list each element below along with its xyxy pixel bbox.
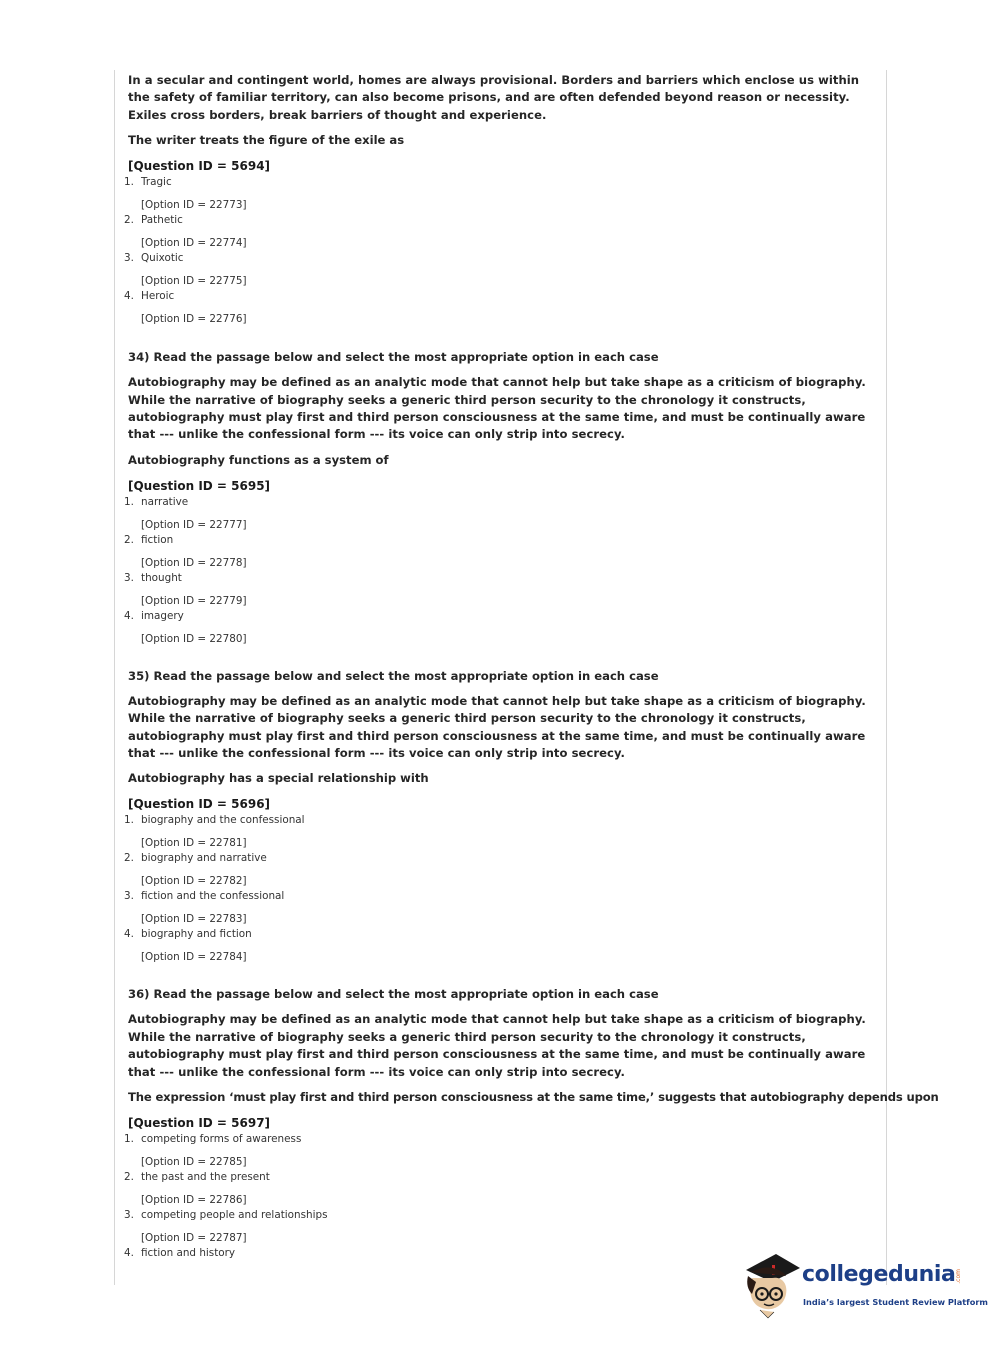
- option-text: Quixotic: [141, 252, 184, 265]
- logo-domain-suffix: .com: [955, 1269, 962, 1284]
- option-3: [124, 571, 876, 609]
- option-number: 3.: [124, 1209, 134, 1222]
- option-1: [124, 813, 876, 851]
- question-id: [Question ID = 5696]: [128, 797, 271, 812]
- option-2: [124, 1170, 876, 1208]
- option-text: Heroic: [141, 290, 175, 303]
- option-number: 3.: [124, 252, 134, 265]
- question-heading: 34) Read the passage below and select the most appropriate option in each case: [128, 350, 659, 365]
- option-number: 1.: [124, 1133, 134, 1146]
- option-2: [124, 533, 876, 571]
- collegedunia-logo: [742, 1248, 988, 1320]
- question-block-35: [124, 668, 876, 966]
- option-number: 4.: [124, 290, 134, 303]
- option-1: [124, 495, 876, 533]
- option-id: [Option ID = 22774]: [141, 237, 247, 250]
- question-block-34: [124, 349, 876, 647]
- option-id: [Option ID = 22779]: [141, 594, 247, 607]
- passage: Autobiography may be defined as an analytic mode that cannot help but take shape as a criticism of biography. While the narrative of biography seeks a generic third person security to the chronology it constructs, autobiography must play first and third person consciousness at the same time, and must be continually aware that --- unlike the confessional form --- its voice can only strip into secrecy.: [128, 693, 866, 761]
- question-block-36: [124, 986, 939, 1261]
- option-4: [124, 289, 876, 327]
- mascot-icon: [742, 1248, 804, 1320]
- option-id: [Option ID = 22780]: [141, 632, 247, 645]
- option-3: [124, 1208, 876, 1246]
- option-text: narrative: [141, 495, 189, 508]
- option-text: fiction and history: [141, 1247, 236, 1260]
- page-content: [124, 72, 939, 1261]
- option-id: [Option ID = 22785]: [141, 1156, 247, 1169]
- option-id: [Option ID = 22777]: [141, 518, 247, 531]
- option-number: 3.: [124, 571, 134, 584]
- option-id: [Option ID = 22783]: [141, 913, 247, 926]
- question-heading: 36) Read the passage below and select the most appropriate option in each case: [128, 987, 659, 1002]
- passage: Autobiography may be defined as an analytic mode that cannot help but take shape as a criticism of biography. While the narrative of biography seeks a generic third person security to the chronology it constructs, autobiography must play first and third person consciousness at the same time, and must be continually aware that --- unlike the confessional form --- its voice can only strip into secrecy.: [128, 1012, 866, 1079]
- question-id: [Question ID = 5694]: [128, 159, 271, 174]
- option-text: thought: [141, 571, 182, 584]
- option-id: [Option ID = 22784]: [141, 951, 247, 964]
- option-number: 2.: [124, 533, 134, 546]
- option-4: [124, 609, 876, 647]
- passage: Autobiography may be defined as an analytic mode that cannot help but take shape as a criticism of biography. While the narrative of biography seeks a generic third person security to the chronology it constructs, autobiography must play first and third person consciousness at the same time, and must be continually aware that --- unlike the confessional form --- its voice can only strip into secrecy.: [128, 375, 866, 442]
- option-text: fiction: [141, 533, 174, 546]
- option-text: fiction and the confessional: [141, 890, 285, 903]
- option-text: biography and the confessional: [141, 814, 305, 827]
- option-id: [Option ID = 22776]: [141, 313, 247, 326]
- option-id: [Option ID = 22786]: [141, 1194, 247, 1207]
- question-id: [Question ID = 5697]: [128, 1116, 271, 1131]
- option-4: [124, 927, 876, 965]
- option-id: [Option ID = 22787]: [141, 1232, 247, 1245]
- question-prompt: Autobiography functions as a system of: [128, 452, 389, 467]
- option-3: [124, 889, 876, 927]
- option-number: 2.: [124, 852, 134, 865]
- option-number: 2.: [124, 1171, 134, 1184]
- option-id: [Option ID = 22773]: [141, 199, 247, 212]
- logo-wordmark: collegedunia: [802, 1262, 956, 1287]
- option-number: 4.: [124, 1247, 134, 1260]
- option-id: [Option ID = 22775]: [141, 275, 247, 288]
- option-text: competing forms of awareness: [141, 1133, 302, 1146]
- question-id: [Question ID = 5695]: [128, 478, 271, 493]
- option-text: competing people and relationships: [141, 1209, 328, 1222]
- option-1: [124, 175, 876, 213]
- option-2: [124, 213, 876, 251]
- option-number: 1.: [124, 495, 134, 508]
- option-1: [124, 1132, 876, 1170]
- logo-tagline: India’s largest Student Review Platform: [803, 1297, 988, 1307]
- option-text: biography and narrative: [141, 852, 267, 865]
- option-text: biography and fiction: [141, 928, 252, 941]
- option-id: [Option ID = 22778]: [141, 556, 247, 569]
- question-prompt: The writer treats the figure of the exile as: [128, 133, 405, 148]
- option-number: 4.: [124, 928, 134, 941]
- option-text: Tragic: [141, 176, 172, 189]
- option-number: 1.: [124, 814, 134, 827]
- option-text: imagery: [141, 609, 184, 622]
- option-number: 4.: [124, 609, 134, 622]
- option-number: 2.: [124, 214, 134, 227]
- option-number: 1.: [124, 176, 134, 189]
- option-id: [Option ID = 22781]: [141, 837, 247, 850]
- option-2: [124, 851, 876, 889]
- question-heading: 35) Read the passage below and select the most appropriate option in each case: [128, 668, 659, 683]
- question-prompt: The expression ‘must play first and third person consciousness at the same time,’ suggests that autobiography depends upon: [128, 1090, 939, 1105]
- option-number: 3.: [124, 890, 134, 903]
- option-text: Pathetic: [141, 214, 183, 227]
- option-text: the past and the present: [141, 1171, 270, 1184]
- question-block-5694: [124, 72, 876, 327]
- option-id: [Option ID = 22782]: [141, 875, 247, 888]
- option-3: [124, 251, 876, 289]
- question-prompt: Autobiography has a special relationship with: [128, 771, 429, 786]
- passage: In a secular and contingent world, homes are always provisional. Borders and barriers which enclose us within the safety of familiar territory, can also become prisons, and are often defended beyond reason or necessity. Exiles cross borders, break barriers of thought and experience.: [128, 73, 860, 122]
